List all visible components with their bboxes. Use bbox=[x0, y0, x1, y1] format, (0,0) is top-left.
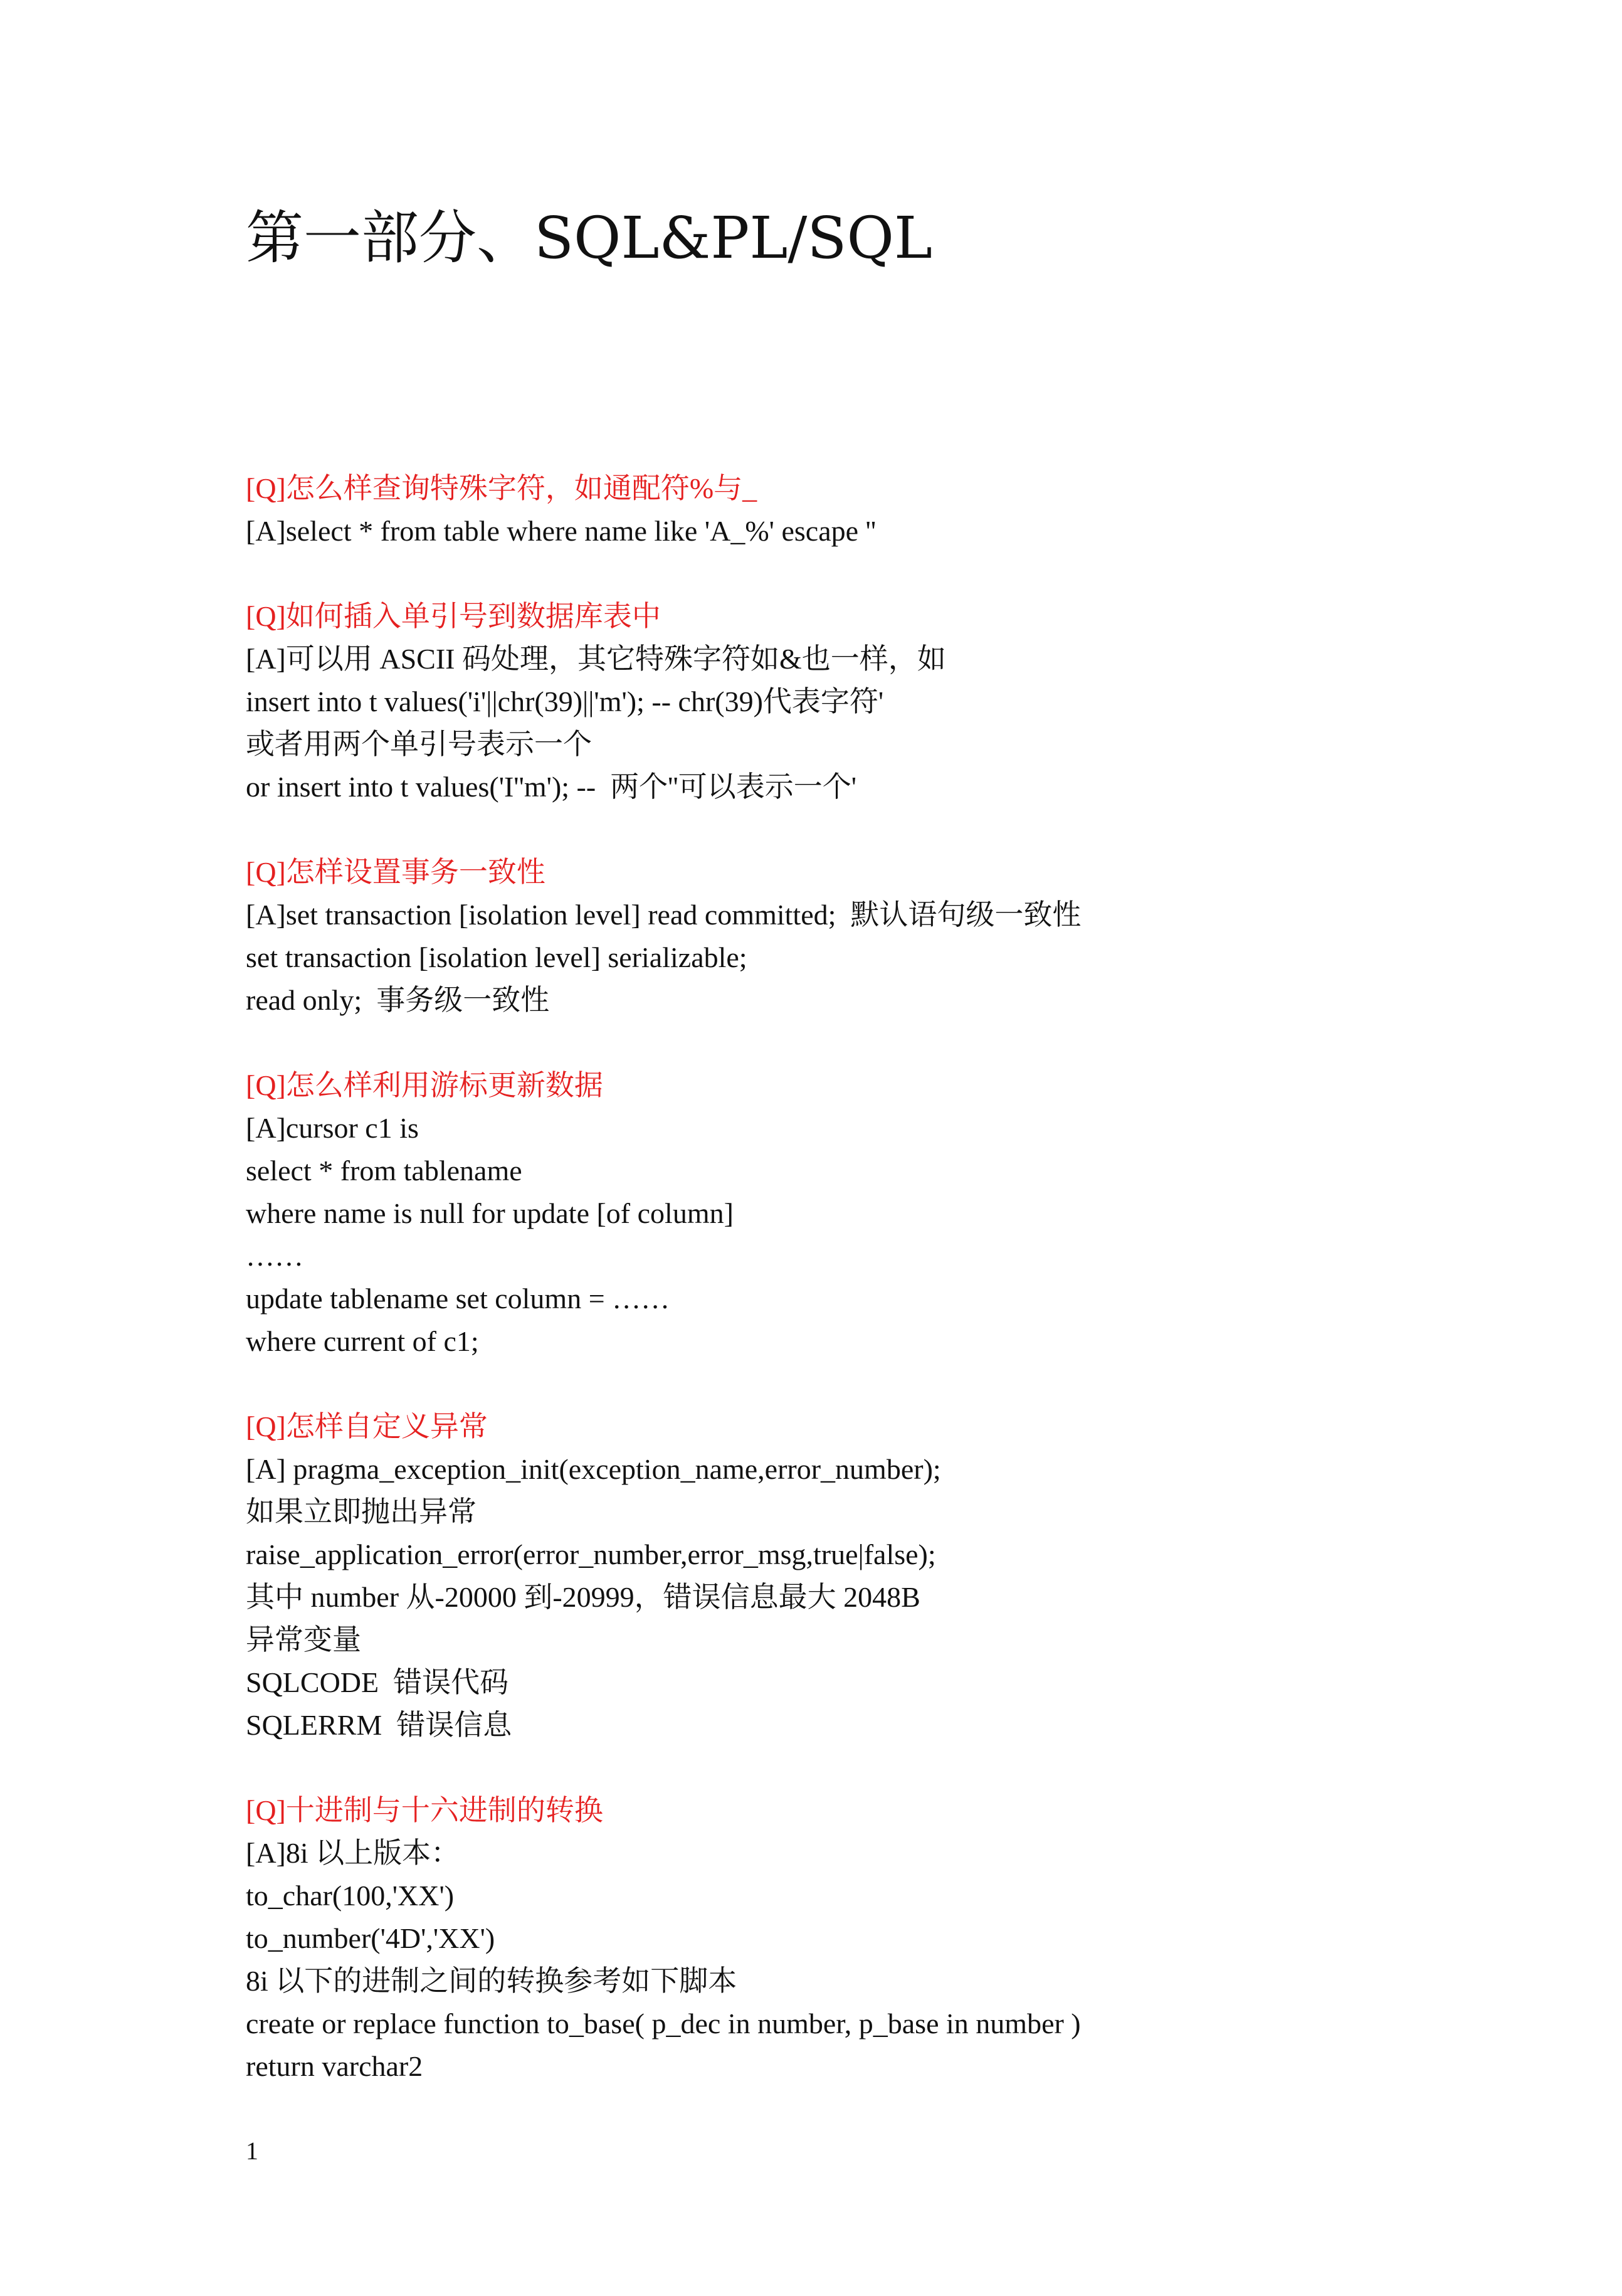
answer-line: [A]select * from table where name like 'A_%' escape '' bbox=[246, 515, 877, 547]
answer-line: create or replace function to_base( p_dec in number, p_base in number ) bbox=[246, 2008, 1081, 2039]
answer-line: …… bbox=[246, 1240, 303, 1272]
qa-list bbox=[246, 467, 1500, 2130]
page-number: 1 bbox=[246, 2137, 258, 2165]
answer-line: where name is null for update [of column] bbox=[246, 1197, 734, 1229]
question: [Q]如何插入单引号到数据库表中 bbox=[246, 600, 661, 632]
answer-line: 或者用两个单引号表示一个 bbox=[246, 728, 592, 760]
question: [Q]十进制与十六进制的转换 bbox=[246, 1794, 603, 1826]
question: [Q]怎样自定义异常 bbox=[246, 1410, 488, 1442]
answer-line: to_char(100,'XX') bbox=[246, 1880, 455, 1912]
page-title: 第一部分、SQL&PL/SQL bbox=[246, 204, 932, 272]
qa-item bbox=[246, 1064, 1500, 1363]
answer-line: or insert into t values('I''m'); -- 两个''可以表示一个' bbox=[246, 771, 857, 803]
answer-line: [A]可以用 ASCII 码处理，其它特殊字符如&也一样，如 bbox=[246, 643, 946, 675]
question: [Q]怎么样查询特殊字符，如通配符%与_ bbox=[246, 472, 757, 504]
question: [Q]怎样设置事务一致性 bbox=[246, 856, 545, 888]
answer-line: [A]8i 以上版本： bbox=[246, 1837, 460, 1869]
question: [Q]怎么样利用游标更新数据 bbox=[246, 1069, 603, 1101]
answer-line: 如果立即抛出异常 bbox=[246, 1496, 477, 1528]
answer-line: SQLCODE 错误代码 bbox=[246, 1666, 509, 1698]
answer-line: raise_application_error(error_number,error_msg,true|false); bbox=[246, 1538, 936, 1570]
answer-line: update tablename set column = …… bbox=[246, 1283, 670, 1315]
answer-line: where current of c1; bbox=[246, 1325, 479, 1357]
qa-item bbox=[246, 1789, 1500, 2088]
answer-line: 8i 以下的进制之间的转换参考如下脚本 bbox=[246, 1965, 737, 1997]
answer-line: [A]set transaction [isolation level] read committed; 默认语句级一致性 bbox=[246, 899, 1082, 931]
answer-line: select * from tablename bbox=[246, 1155, 522, 1187]
answer-line: 异常变量 bbox=[246, 1624, 361, 1656]
answer-line: 其中 number 从-20000 到-20999，错误信息最大 2048B bbox=[246, 1581, 920, 1613]
answer-line: to_number('4D','XX') bbox=[246, 1922, 495, 1954]
answer-line: [A] pragma_exception_init(exception_name,error_number); bbox=[246, 1453, 941, 1485]
qa-item bbox=[246, 595, 1500, 808]
qa-item bbox=[246, 1405, 1500, 1747]
qa-item bbox=[246, 467, 1500, 553]
answer-line: read only; 事务级一致性 bbox=[246, 984, 550, 1016]
answer-line: [A]cursor c1 is bbox=[246, 1112, 419, 1144]
answer-line: insert into t values('i'||chr(39)||'m'); -- chr(39)代表字符' bbox=[246, 685, 884, 717]
answer-line: return varchar2 bbox=[246, 2050, 423, 2082]
answer-line: set transaction [isolation level] serializable; bbox=[246, 941, 747, 973]
answer-line: SQLERRM 错误信息 bbox=[246, 1709, 512, 1741]
qa-item bbox=[246, 851, 1500, 1022]
